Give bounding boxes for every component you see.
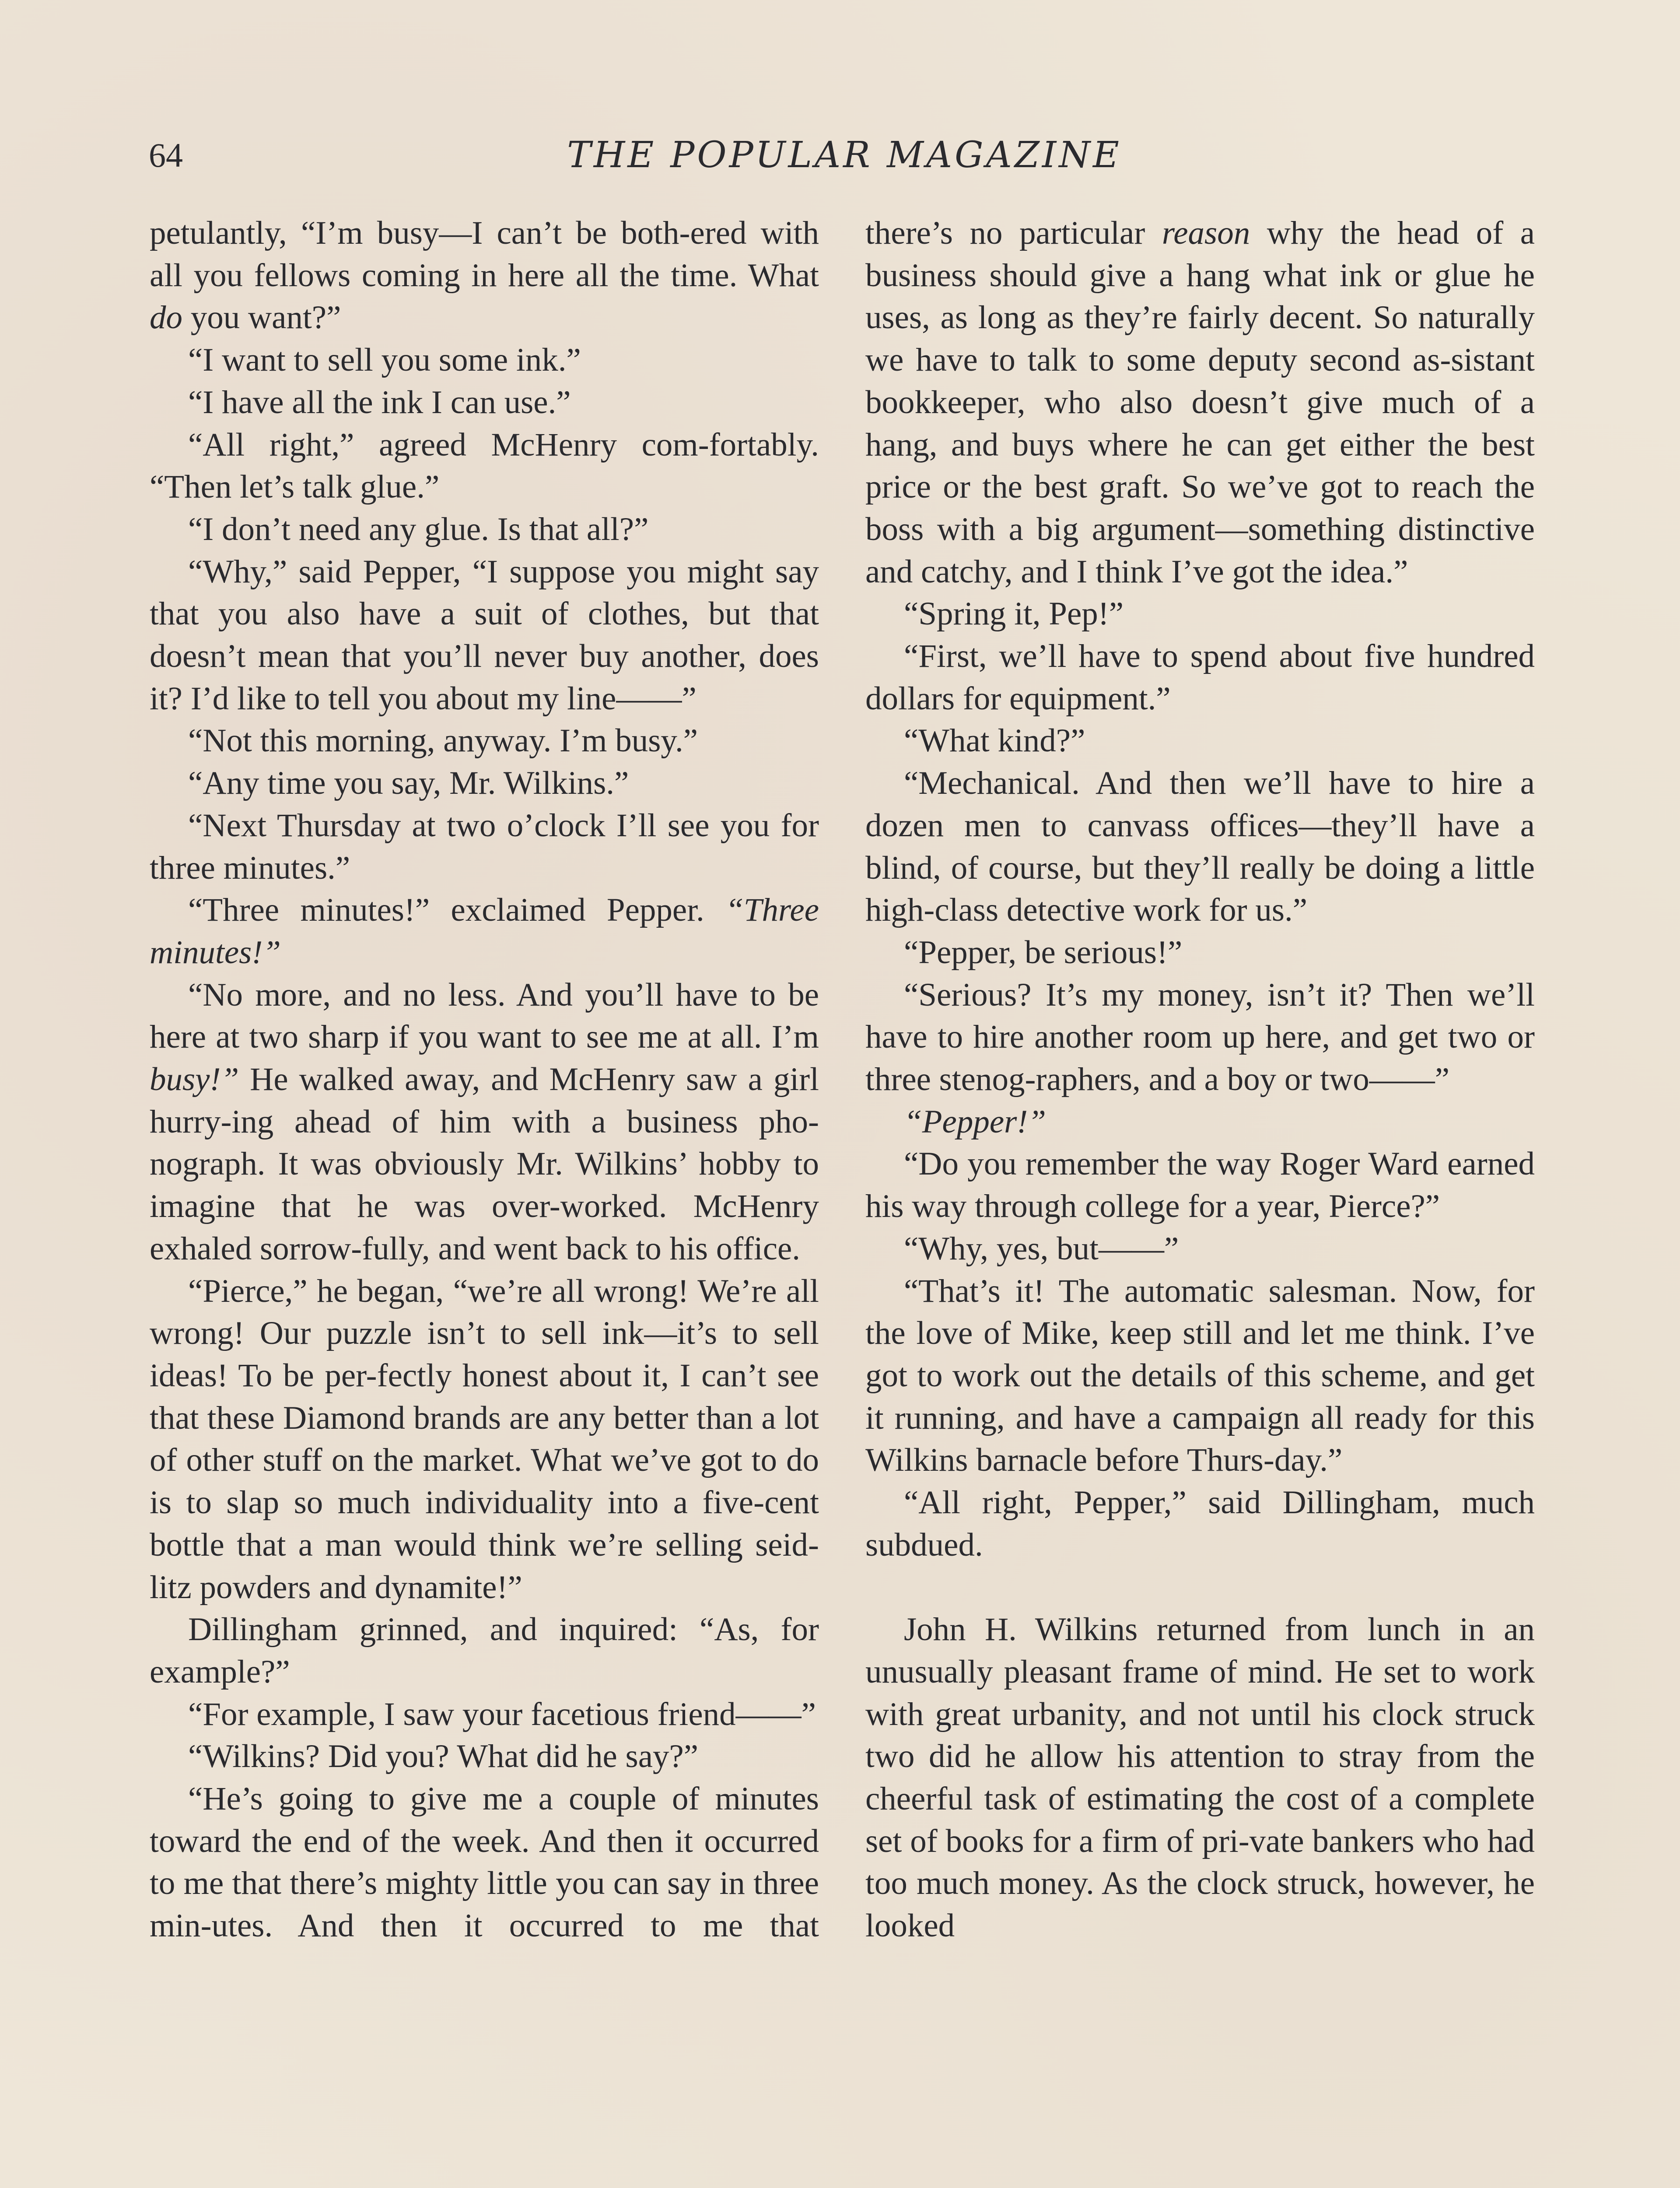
text-run: “All right,” agreed McHenry com-fortably. “Then let’s talk glue.” bbox=[150, 426, 819, 505]
paragraph bbox=[865, 1609, 1535, 1947]
text-run: you want?” bbox=[182, 299, 341, 336]
text-run: “Pierce,” he began, “we’re all wrong! We’re all wrong! Our puzzle isn’t to sell ink—it’s to sell ideas! To be per-fectly honest about it, I can’t see that these Diamond brands are any better than a lot of other stuff on the market. What we’ve got to do is to slap so much individuality into a five-cent bottle that a man would think we’re selling seid-litz powders and dynamite!” bbox=[150, 1273, 819, 1606]
paragraph bbox=[150, 551, 819, 720]
text-run: why the head of a business should give a hang what ink or glue he uses, as long as they’re fairly decent. So naturally we have to talk to some deputy second as-sistant bookkeeper, who also doesn’t give much of a hang, and buys where he can get either the best price or the best graft. So we’ve got to reach the boss with a big argument—something distinctive and catchy, and I think I’ve got the idea.” bbox=[865, 215, 1535, 590]
paragraph bbox=[150, 1694, 819, 1736]
text-run: “He’s going to give me a couple of minutes toward the end of the week. And then it occurred to me that there’s mighty little you can say in three min-utes. And then it occurred to me that bbox=[150, 1781, 819, 1944]
page-number: 64 bbox=[149, 136, 183, 174]
text-run: “Mechanical. And then we’ll have to hire a dozen men to canvass offices—they’ll have a blind, of course, but they’ll really be doing a little high-class detective work for us.” bbox=[865, 765, 1535, 929]
text-run: Dillingham grinned, and inquired: “As, for example?” bbox=[150, 1611, 819, 1690]
text-run: “No more, and no less. And you’ll have to be here at two sharp if you want to see me at all. I’m bbox=[150, 976, 819, 1055]
paragraph bbox=[865, 1228, 1535, 1270]
paragraph bbox=[865, 720, 1535, 762]
text-run: “All right, Pepper,” said Dillingham, much subdued. bbox=[865, 1484, 1535, 1563]
text-run: there’s no particular bbox=[865, 215, 1162, 251]
text-run: “I want to sell you some ink.” bbox=[188, 342, 581, 379]
text-run: petulantly, “I’m busy—I can’t be both-ered with all you fellows coming in here all the time. What bbox=[150, 215, 819, 294]
text-run: “Why, yes, but——” bbox=[904, 1230, 1179, 1267]
text-run: “Spring it, Pep!” bbox=[904, 596, 1124, 632]
paragraph bbox=[865, 1270, 1535, 1482]
paragraph bbox=[150, 382, 819, 424]
paragraph bbox=[150, 424, 819, 508]
paragraph bbox=[150, 508, 819, 551]
text-run: “Any time you say, Mr. Wilkins.” bbox=[188, 765, 629, 802]
paragraph bbox=[865, 593, 1535, 635]
left-text-column bbox=[150, 212, 819, 1947]
paragraph bbox=[865, 212, 1535, 593]
text-run: “I have all the ink I can use.” bbox=[188, 384, 571, 421]
text-run: “Next Thursday at two o’clock I’ll see you for three minutes.” bbox=[150, 807, 819, 886]
italic-text: do bbox=[150, 299, 182, 336]
text-run: “Do you remember the way Roger Ward earned his way through college for a year, Pierce?” bbox=[865, 1146, 1535, 1225]
text-run: “Not this morning, anyway. I’m busy.” bbox=[188, 722, 698, 759]
paragraph bbox=[150, 1778, 819, 1947]
paragraph bbox=[865, 635, 1535, 720]
text-run: “Wilkins? Did you? What did he say?” bbox=[188, 1738, 699, 1775]
italic-text: busy!” bbox=[150, 1061, 239, 1098]
paragraph bbox=[150, 1270, 819, 1609]
paragraph bbox=[865, 1482, 1535, 1566]
text-run: “What kind?” bbox=[904, 722, 1085, 759]
running-head bbox=[149, 131, 1540, 179]
paragraph bbox=[150, 212, 819, 339]
paragraph bbox=[150, 720, 819, 762]
paragraph bbox=[150, 762, 819, 805]
paragraph bbox=[150, 805, 819, 889]
text-run: “That’s it! The automatic salesman. Now, for the love of Mike, keep still and let me think. I’ve got to work out the details of this scheme, and get it running, and have a campaign all ready for this Wilkins barnacle before Thurs-day.” bbox=[865, 1273, 1535, 1479]
paragraph bbox=[865, 1143, 1535, 1227]
text-run: “Pepper, be serious!” bbox=[904, 934, 1183, 971]
paragraph bbox=[150, 339, 819, 382]
paragraph bbox=[865, 1101, 1535, 1143]
text-run: “Three minutes!” exclaimed Pepper. bbox=[188, 892, 726, 929]
paragraph bbox=[865, 974, 1535, 1101]
text-run: “Why,” said Pepper, “I suppose you might say that you also have a suit of clothes, but that doesn’t mean that you’ll never buy another, does it? I’d like to tell you about my line——” bbox=[150, 553, 819, 717]
paragraph bbox=[150, 1609, 819, 1693]
text-run: John H. Wilkins returned from lunch in an unusually pleasant frame of mind. He set to work with great urbanity, and not until his clock struck two did he allow his attention to stray from the cheerful task of estimating the cost of a complete set of books for a firm of pri-vate bankers who had too much money. As the clock struck, however, he looked bbox=[865, 1611, 1535, 1944]
italic-text: “Pepper!” bbox=[904, 1103, 1046, 1140]
paragraph bbox=[865, 762, 1535, 932]
text-run: “Serious? It’s my money, isn’t it? Then we’ll have to hire another room up here, and get two or three stenog-raphers, and a boy or two——” bbox=[865, 976, 1535, 1098]
right-text-column bbox=[865, 212, 1535, 1947]
paragraph bbox=[150, 1736, 819, 1778]
text-run: “For example, I saw your facetious friend——” bbox=[188, 1696, 816, 1732]
magazine-title: THE POPULAR MAGAZINE bbox=[567, 134, 1122, 176]
text-run: “First, we’ll have to spend about five hundred dollars for equipment.” bbox=[865, 638, 1535, 717]
italic-text: “Three minutes!” bbox=[150, 892, 819, 971]
paragraph bbox=[865, 932, 1535, 974]
text-run: “I don’t need any glue. Is that all?” bbox=[188, 511, 649, 547]
paragraph bbox=[150, 889, 819, 974]
paragraph bbox=[150, 974, 819, 1270]
text-run: He walked away, and McHenry saw a girl hurry-ing ahead of him with a business pho-nograph. It was obviously Mr. Wilkins’ hobby to imagine that he was over-worked. McHenry exhaled sorrow-fully, and went back to his office. bbox=[150, 1061, 819, 1267]
italic-text: reason bbox=[1162, 215, 1250, 251]
